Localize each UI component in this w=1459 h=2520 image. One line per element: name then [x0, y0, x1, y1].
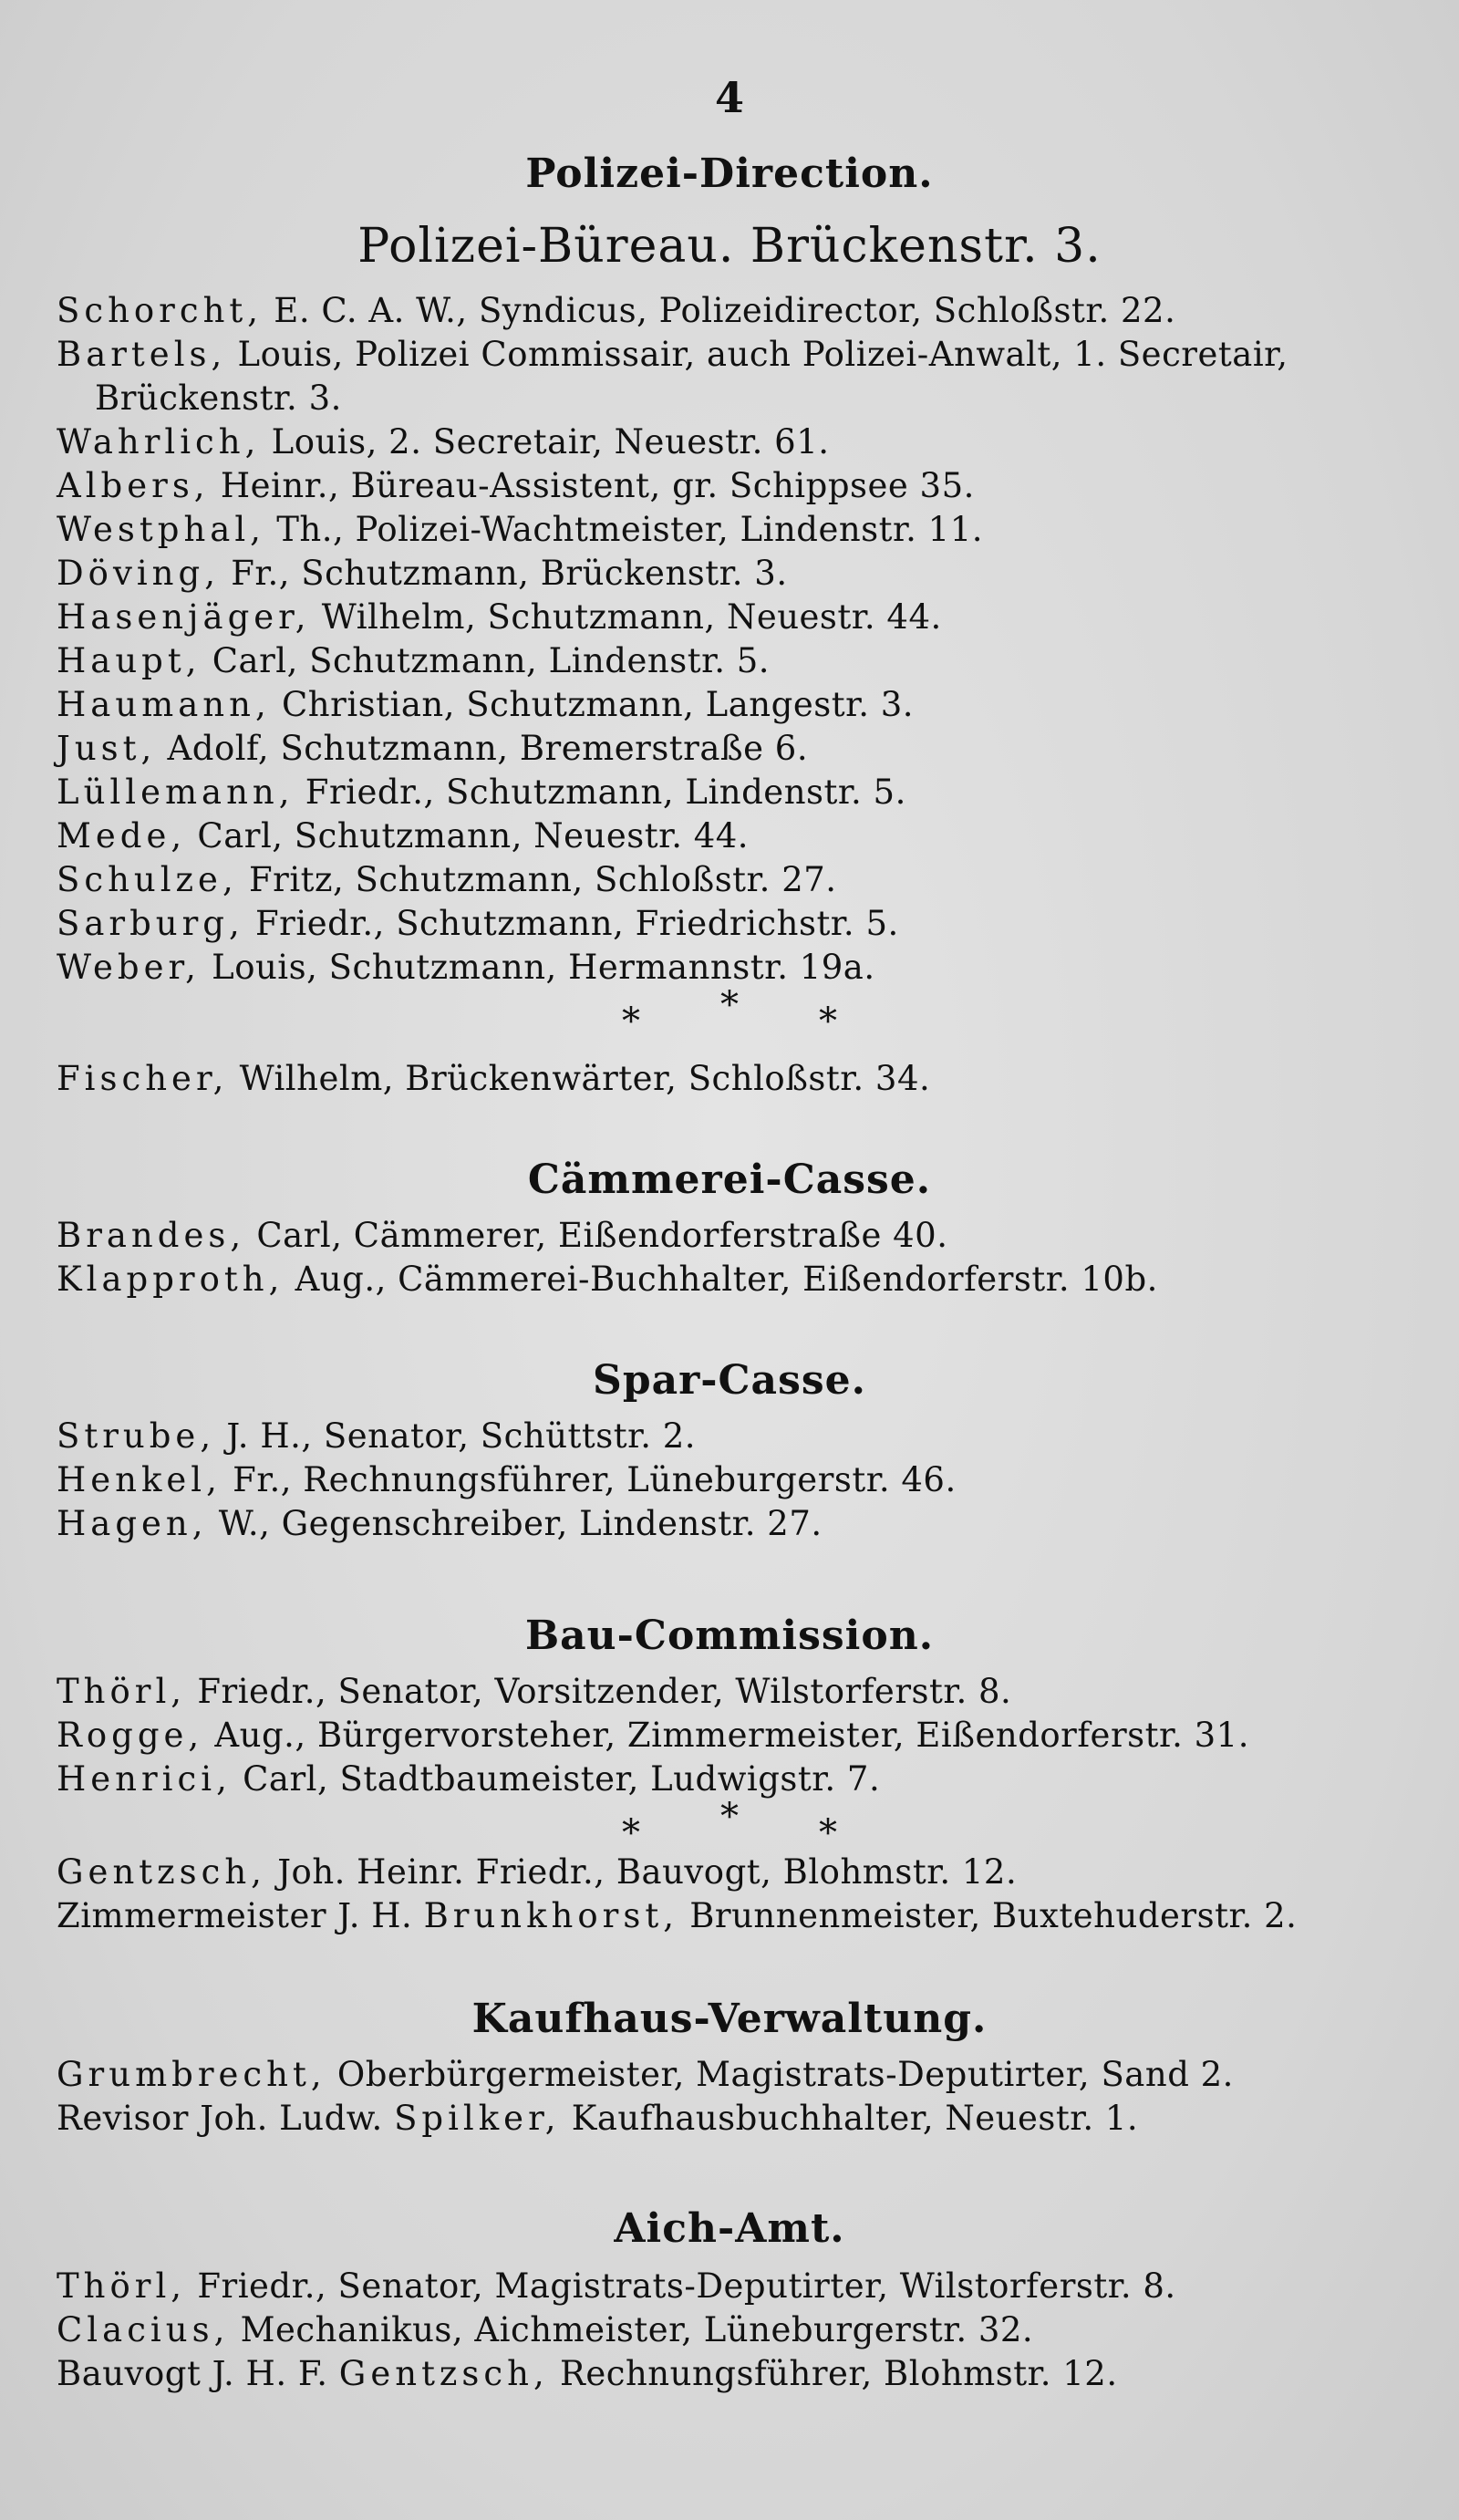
- section-heading-aichamt: Aich-Amt.: [614, 2205, 845, 2252]
- entry-details: Friedr., Schutzmann, Friedrichstr. 5.: [243, 904, 899, 943]
- entry-details: Wilhelm, Schutzmann, Neuestr. 44.: [310, 597, 942, 637]
- entry-name: Henkel,: [57, 1460, 222, 1499]
- entry-name: Just,: [57, 729, 157, 768]
- entry-name: Gentzsch,: [338, 2354, 549, 2393]
- entry-details: Brückenstr. 3.: [95, 379, 342, 418]
- entry-prefix: Revisor Joh. Ludw.: [57, 2099, 395, 2138]
- entry-name: Strube,: [57, 1416, 216, 1456]
- entry-name: Thörl,: [57, 2266, 187, 2306]
- entry-row: [57, 596, 1406, 638]
- entry-row: [57, 1215, 1406, 1257]
- star-mark: *: [819, 1812, 837, 1854]
- entry-details: Carl, Schutzmann, Lindenstr. 5.: [201, 641, 771, 680]
- entry-row: [57, 1851, 1406, 1893]
- entry-name: Bartels,: [57, 335, 227, 374]
- entry-row: [57, 815, 1406, 857]
- entry-row: [57, 2054, 1406, 2096]
- entry-name: Henrici,: [57, 1759, 232, 1799]
- entry-row: [57, 509, 1406, 551]
- separator-stars: [0, 984, 1459, 1042]
- entry-details: Fr., Rechnungsführer, Lüneburgerstr. 46.: [221, 1460, 957, 1499]
- entry-row: [57, 1758, 1406, 1800]
- entry-prefix: Zimmermeister J. H.: [57, 1896, 424, 1935]
- entry-details: Rechnungsführer, Blohmstr. 12.: [548, 2354, 1118, 2393]
- entry-details: W., Gegenschreiber, Lindenstr. 27.: [207, 1504, 823, 1543]
- entry-details: Louis, 2. Secretair, Neuestr. 61.: [260, 422, 830, 461]
- entry-details: Heinr., Büreau-Assistent, gr. Schippsee 35.: [209, 466, 975, 505]
- entry-details: Th., Polizei-Wachtmeister, Lindenstr. 11.: [264, 510, 984, 549]
- section-heading-polizei: Polizei-Direction.: [525, 150, 934, 197]
- entry-details: Brunnenmeister, Buxtehuderstr. 2.: [678, 1896, 1298, 1935]
- entry-details: Louis, Schutzmann, Hermannstr. 19a.: [200, 948, 875, 987]
- entry-row: [57, 465, 1406, 507]
- entry-name: Mede,: [57, 816, 187, 856]
- entry-row: [57, 1895, 1406, 1937]
- entry-row: [57, 1459, 1406, 1501]
- entry-row: [57, 334, 1406, 376]
- star-mark: *: [622, 1001, 640, 1042]
- entry-name: Klapproth,: [57, 1260, 285, 1299]
- entry-row: [57, 2098, 1406, 2140]
- entry-details: Friedr., Senator, Magistrats-Deputirter, Wilstorferstr. 8.: [186, 2266, 1176, 2306]
- entry-details: Christian, Schutzmann, Langestr. 3.: [270, 685, 915, 724]
- entry-details: Kaufhausbuchhalter, Neuestr. 1.: [560, 2099, 1139, 2138]
- section-heading-sparcasse: Spar-Casse.: [593, 1357, 866, 1404]
- entry-name: Haumann,: [57, 685, 271, 724]
- entry-name: Haupt,: [57, 641, 202, 680]
- entry-name: Hasenjäger,: [57, 597, 311, 637]
- entry-details: Friedr., Senator, Vorsitzender, Wilstorferstr. 8.: [186, 1672, 1012, 1711]
- entry-details: Carl, Schutzmann, Neuestr. 44.: [186, 816, 750, 856]
- star-mark: *: [819, 1001, 837, 1042]
- entry-row: [57, 2309, 1406, 2351]
- entry-row: [57, 640, 1406, 682]
- entry-row: [57, 728, 1406, 770]
- section-heading-kaemmerei: Cämmerei-Casse.: [527, 1156, 932, 1203]
- entry-name: Brunkhorst,: [423, 1896, 678, 1935]
- entry-details: Aug., Bürgervorsteher, Zimmermeister, Eißendorferstr. 31.: [203, 1716, 1249, 1755]
- entry-row: [57, 947, 1406, 989]
- subheading-polizei-bureau: Polizei-Büreau. Brückenstr. 3.: [357, 219, 1102, 274]
- entry-name: Schorcht,: [57, 291, 264, 330]
- entry-details: Fr., Schutzmann, Brückenstr. 3.: [219, 554, 788, 593]
- entry-name: Westphal,: [57, 510, 265, 549]
- entry-row: [57, 421, 1406, 463]
- entry-row: [57, 1058, 1406, 1100]
- entry-row: [57, 1416, 1406, 1457]
- star-mark: *: [720, 984, 739, 1026]
- entry-continuation: [95, 378, 1444, 420]
- entry-row: [57, 684, 1406, 726]
- entry-name: Sarburg,: [57, 904, 244, 943]
- entry-row: [57, 903, 1406, 945]
- entry-details: Aug., Cämmerei-Buchhalter, Eißendorferstr. 10b.: [284, 1260, 1158, 1299]
- separator-stars: [0, 1796, 1459, 1854]
- page-number: 4: [714, 73, 744, 122]
- entry-name: Döving,: [57, 554, 220, 593]
- section-heading-kaufhaus: Kaufhaus-Verwaltung.: [471, 1996, 988, 2042]
- entry-details: Adolf, Schutzmann, Bremerstraße 6.: [156, 729, 809, 768]
- entry-row: [57, 859, 1406, 901]
- entry-name: Grumbrecht,: [57, 2055, 326, 2094]
- entry-name: Lüllemann,: [57, 773, 295, 812]
- entry-details: Carl, Stadtbaumeister, Ludwigstr. 7.: [231, 1759, 881, 1799]
- entry-row: [57, 553, 1406, 595]
- entry-name: Spilker,: [394, 2099, 561, 2138]
- entry-row: [57, 772, 1406, 814]
- entry-name: Schulze,: [57, 860, 238, 899]
- entry-details: Mechanikus, Aichmeister, Lüneburgerstr. 32.: [229, 2310, 1034, 2349]
- entry-row: [57, 290, 1406, 332]
- entry-name: Hagen,: [57, 1504, 208, 1543]
- entry-row: [57, 1259, 1406, 1301]
- entry-name: Thörl,: [57, 1672, 187, 1711]
- entry-row: [57, 2266, 1406, 2307]
- entry-row: [57, 1503, 1406, 1545]
- star-mark: *: [622, 1812, 640, 1854]
- entry-name: Fischer,: [57, 1059, 229, 1098]
- entry-name: Clacius,: [57, 2310, 230, 2349]
- entry-name: Albers,: [57, 466, 210, 505]
- entry-details: Friedr., Schutzmann, Lindenstr. 5.: [294, 773, 906, 812]
- entry-details: Joh. Heinr. Friedr., Bauvogt, Blohmstr. 12.: [265, 1852, 1018, 1892]
- entry-details: Louis, Polizei Commissair, auch Polizei-Anwalt, 1. Secretair,: [226, 335, 1288, 374]
- entry-details: J. H., Senator, Schüttstr. 2.: [215, 1416, 697, 1456]
- entry-details: E. C. A. W., Syndicus, Polizeidirector, Schloßstr. 22.: [263, 291, 1176, 330]
- star-mark: *: [720, 1796, 739, 1838]
- entry-details: Wilhelm, Brückenwärter, Schloßstr. 34.: [228, 1059, 931, 1098]
- entry-name: Gentzsch,: [57, 1852, 266, 1892]
- entry-name: Weber,: [57, 948, 201, 987]
- entry-details: Oberbürgermeister, Magistrats-Deputirter, Sand 2.: [326, 2055, 1234, 2094]
- entry-name: Brandes,: [57, 1216, 246, 1255]
- entry-details: Fritz, Schutzmann, Schloßstr. 27.: [237, 860, 837, 899]
- entry-name: Rogge,: [57, 1716, 204, 1755]
- entry-prefix: Bauvogt J. H. F.: [57, 2354, 339, 2393]
- entry-details: Carl, Cämmerer, Eißendorferstraße 40.: [245, 1216, 948, 1255]
- entry-row: [57, 2353, 1406, 2395]
- entry-name: Wahrlich,: [57, 422, 261, 461]
- entry-row: [57, 1671, 1406, 1713]
- section-heading-bau: Bau-Commission.: [524, 1613, 935, 1659]
- entry-row: [57, 1715, 1406, 1757]
